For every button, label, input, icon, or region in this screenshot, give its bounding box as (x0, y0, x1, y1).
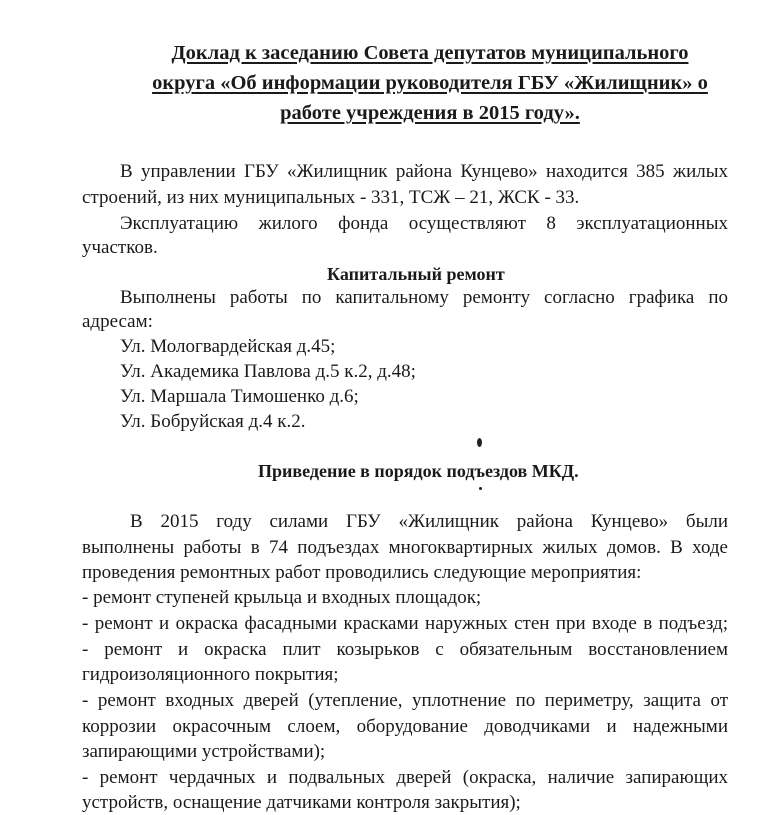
entrances-item: - ремонт и окраска фасадными красками наружных стен при входе в подъезд; (82, 613, 728, 634)
entrances-item: - ремонт чердачных и подвальных дверей (окраска, наличие запирающих (82, 767, 728, 788)
document-title (100, 38, 760, 128)
entrances-p-line-1: В 2015 году силами ГБУ «Жилищник района Кунцево» были (130, 511, 728, 532)
entrances-item: - ремонт входных дверей (утепление, уплотнение по периметру, защита от (82, 690, 728, 711)
address-item: Ул. Бобруйская д.4 к.2. (120, 411, 306, 432)
intro-p2-line-2: участков. (82, 237, 158, 258)
address-item: Ул. Маршала Тимошенко д.6; (120, 386, 359, 407)
section-heading-capital-repair: Капитальный ремонт (327, 264, 505, 284)
entrances-item: коррозии окрасочным слоем, оборудование доводчиками и надежными (82, 716, 728, 737)
entrances-item: запирающими устройствами); (82, 741, 326, 762)
entrances-item: устройств, оснащение датчиками контроля закрытия); (82, 792, 521, 813)
scan-speck (479, 487, 482, 490)
address-item: Ул. Мологвардейская д.45; (120, 336, 336, 357)
entrances-item: гидроизоляционного покрытия; (82, 664, 339, 685)
scan-speck (477, 438, 482, 447)
title-line-1: Доклад к заседанию Совета депутатов муниципального (171, 42, 689, 64)
entrances-item: - ремонт и окраска плит козырьков с обязательным восстановлением (82, 639, 728, 660)
entrances-p-line-3: проведения ремонтных работ проводились следующие мероприятия: (82, 562, 642, 583)
address-item: Ул. Академика Павлова д.5 к.2, д.48; (120, 361, 416, 382)
entrances-p-line-2: выполнены работы в 74 подъездах многоквартирных жилых домов. В ходе (82, 537, 728, 558)
entrances-item: - ремонт ступеней крыльца и входных площадок; (82, 587, 482, 608)
capital-repair-lead-line-1: Выполнены работы по капитальному ремонту согласно графика по (120, 287, 728, 308)
intro-p1-line-1: В управлении ГБУ «Жилищник района Кунцево» находится 385 жилых (120, 161, 728, 182)
title-line-3: работе учреждения в 2015 году». (280, 102, 580, 124)
title-line-2: округа «Об информации руководителя ГБУ «Жилищник» о (152, 72, 708, 94)
intro-p1-line-2: строений, из них муниципальных - 331, ТСЖ – 21, ЖСК - 33. (82, 187, 580, 208)
section-heading-entrances: Приведение в порядок подъездов МКД. (258, 461, 579, 481)
capital-repair-lead-line-2: адресам: (82, 311, 153, 332)
intro-p2-line-1: Эксплуатацию жилого фонда осуществляют 8 эксплуатационных (120, 213, 728, 234)
